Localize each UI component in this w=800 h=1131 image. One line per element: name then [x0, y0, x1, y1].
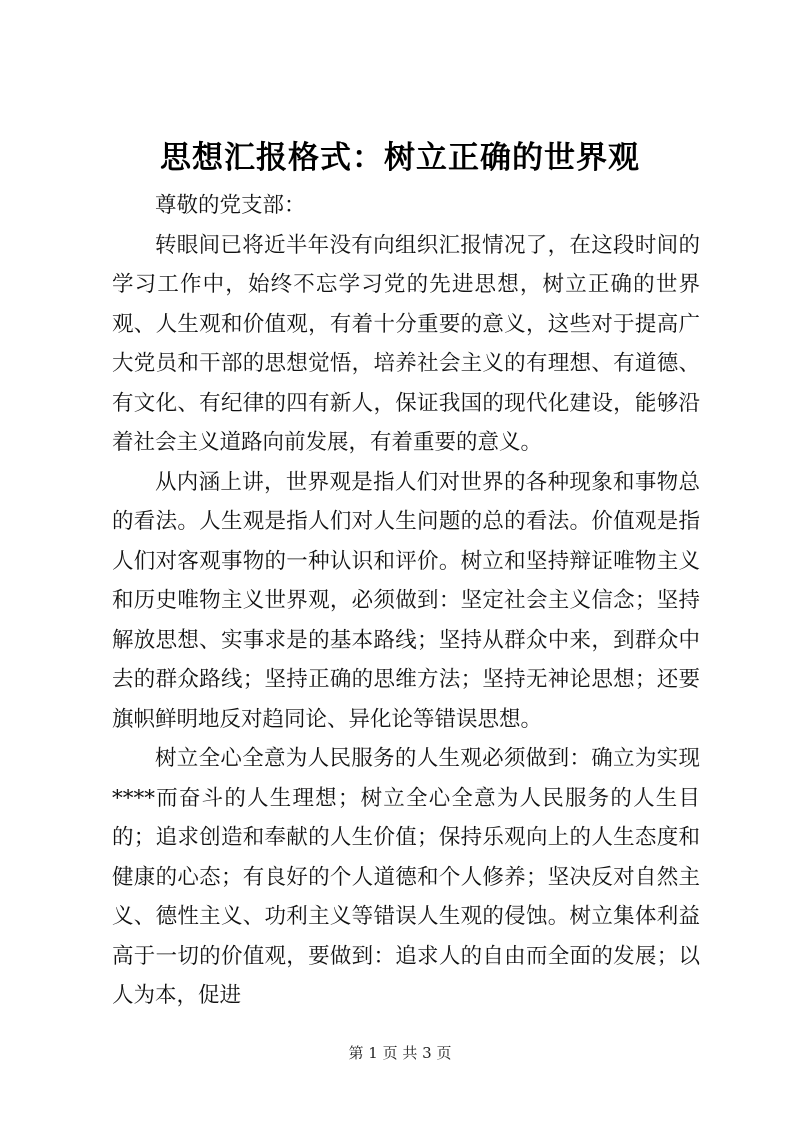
paragraph-3: 树立全心全意为人民服务的人生观必须做到：确立为实现****而奋斗的人生理想；树立全心全意为人民服务的人生目的；追求创造和奉献的人生价值；保持乐观向上的人生态度和健康的心态；有良好的个人道德和个人修养；坚决反对自然主义、德性主义、功利主义等错误人生观的侵蚀。树立集体利益高于一切的价值观，要做到：追求人的自由而全面的发展；以人为本，促进	[112, 746, 700, 1008]
paragraph-2: 从内涵上讲，世界观是指人们对世界的各种现象和事物总的看法。人生观是指人们对人生问题的总的看法。价值观是指人们对客观事物的一种认识和评价。树立和坚持辩证唯物主义和历史唯物主义世界观，必须做到：坚定社会主义信念；坚持解放思想、实事求是的基本路线；坚持从群众中来，到群众中去的群众路线；坚持正确的思维方法；坚持无神论思想；还要旗帜鲜明地反对趋同论、异化论等错误思想。	[112, 469, 700, 732]
page-number-footer: 第 1 页 共 3 页	[348, 1044, 452, 1062]
salutation: 尊敬的党支部：	[155, 193, 306, 218]
paragraph-1: 转眼间已将近半年没有向组织汇报情况了，在这段时间的学习工作中，始终不忘学习党的先进思想，树立正确的世界观、人生观和价值观，有着十分重要的意义，这些对于提高广大党员和干部的思想觉悟，培养社会主义的有理想、有道德、有文化、有纪律的四有新人，保证我国的现代化建设，能够沿着社会主义道路向前发展，有着重要的意义。	[112, 232, 700, 455]
document-body	[112, 186, 700, 1016]
document-title: 思想汇报格式：树立正确的世界观	[160, 140, 640, 176]
